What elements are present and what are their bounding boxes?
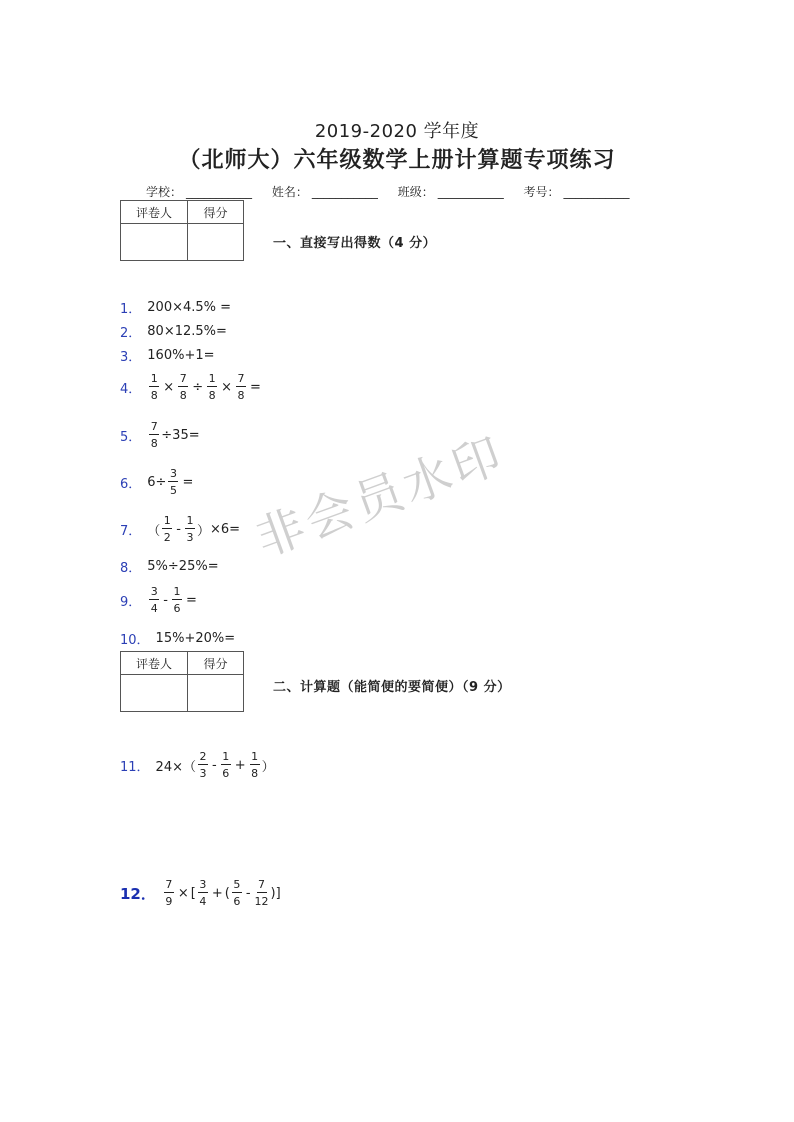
divide-sign: ÷: [192, 379, 204, 395]
question-number: 4．: [120, 381, 142, 397]
left-paren: (: [224, 885, 230, 901]
school-blank[interactable]: ___________: [186, 185, 253, 199]
section-2-title: 二、计算题（能简便的要简便）（9 分）: [273, 680, 511, 695]
question-9: [120, 586, 199, 614]
question-number: 9．: [120, 594, 142, 610]
page-title: （北师大）六年级数学上册计算题专项练习: [178, 148, 616, 173]
right-paren: ）: [261, 759, 275, 775]
exam-no-label: 考号：: [523, 185, 560, 199]
fraction: $\frac{1}{8}$: [208, 372, 216, 402]
grader-header: 评卷人: [121, 652, 188, 675]
left-paren: （: [147, 523, 161, 539]
watermark: 非会员水印: [248, 426, 513, 568]
question-number: 10．: [120, 633, 150, 648]
question-number: 1．: [120, 302, 142, 317]
question-number: 3．: [120, 350, 142, 365]
minus-sign: -: [211, 757, 217, 773]
right-paren: ）: [197, 523, 211, 539]
class-blank[interactable]: ___________: [437, 185, 504, 199]
question-text: 5%÷25%=: [147, 559, 219, 574]
times-sign: ×: [163, 379, 175, 395]
score-cell[interactable]: [188, 224, 244, 261]
question-text: 24×（: [155, 759, 196, 775]
question-text: ÷35=: [161, 427, 200, 443]
question-text: 6÷: [147, 474, 167, 490]
page-subtitle: 2019-2020 学年度: [314, 121, 480, 142]
times-sign: ×: [221, 379, 232, 395]
fraction: $\frac{3}{4}$: [199, 878, 207, 908]
plus-sign: +: [211, 885, 223, 901]
plus-sign: +: [234, 757, 246, 773]
question-1: [120, 298, 231, 317]
score-table-1: [120, 200, 244, 261]
fraction: $\frac{1}{2}$: [163, 514, 171, 544]
grader-cell[interactable]: [121, 675, 188, 712]
class-label: 班级：: [397, 185, 434, 199]
question-3: [120, 346, 215, 365]
equals-sign: =: [182, 474, 194, 490]
fraction: $\frac{5}{6}$: [233, 878, 241, 908]
fraction: $\frac{7}{8}$: [179, 372, 187, 402]
question-2: [120, 322, 227, 341]
question-10: [120, 629, 235, 648]
question-11: [120, 751, 275, 779]
question-7: [120, 515, 240, 543]
grader-cell[interactable]: [121, 224, 188, 261]
question-text: 160%+1=: [147, 348, 215, 363]
question-text: 15%+20%=: [155, 631, 236, 646]
left-bracket: [: [190, 885, 196, 901]
fraction: $\frac{7}{12}$: [254, 878, 269, 908]
student-info-line: [146, 183, 634, 200]
name-blank[interactable]: ___________: [311, 185, 378, 199]
question-6: [120, 468, 195, 496]
score-table-2: [120, 651, 244, 712]
fraction: $\frac{3}{5}$: [169, 467, 177, 497]
minus-sign: -: [176, 521, 181, 537]
fraction: $\frac{1}{8}$: [150, 372, 158, 402]
times-sign: ×: [177, 885, 189, 901]
question-number: 2．: [120, 326, 142, 341]
fraction: $\frac{7}{9}$: [165, 878, 173, 908]
fraction: $\frac{3}{4}$: [150, 585, 158, 615]
question-5: [120, 421, 200, 449]
question-number: 11．: [120, 759, 150, 775]
school-label: 学校：: [146, 185, 183, 199]
question-number: 5．: [120, 429, 142, 445]
question-text: 200×4.5% =: [147, 300, 232, 315]
fraction: $\frac{1}{8}$: [251, 750, 259, 780]
closing-brackets: )]: [270, 885, 281, 901]
question-number: 7．: [120, 523, 142, 539]
question-12: [120, 879, 281, 907]
question-number: 8．: [120, 561, 142, 576]
question-4: [120, 373, 263, 401]
fraction: $\frac{1}{6}$: [222, 750, 230, 780]
score-cell[interactable]: [188, 675, 244, 712]
fraction: $\frac{1}{6}$: [173, 585, 181, 615]
minus-sign: -: [245, 885, 251, 901]
grader-header: 评卷人: [121, 201, 188, 224]
question-8: [120, 557, 219, 576]
score-header: 得分: [188, 652, 244, 675]
fraction: $\frac{1}{3}$: [186, 514, 194, 544]
name-label: 姓名：: [271, 185, 308, 199]
exam-no-blank[interactable]: ___________: [563, 185, 630, 199]
question-text: 80×12.5%=: [147, 324, 227, 339]
section-1-title: 一、直接写出得数（4 分）: [273, 236, 437, 251]
score-header: 得分: [188, 201, 244, 224]
minus-sign: -: [163, 592, 168, 608]
fraction: $\frac{7}{8}$: [237, 372, 245, 402]
question-text: ×6=: [210, 521, 241, 537]
equals-sign: =: [185, 592, 197, 608]
fraction: $\frac{7}{8}$: [150, 420, 158, 450]
question-number: 12．: [120, 884, 156, 903]
equals-sign: =: [250, 379, 261, 395]
question-number: 6．: [120, 476, 142, 492]
fraction: $\frac{2}{3}$: [199, 750, 207, 780]
